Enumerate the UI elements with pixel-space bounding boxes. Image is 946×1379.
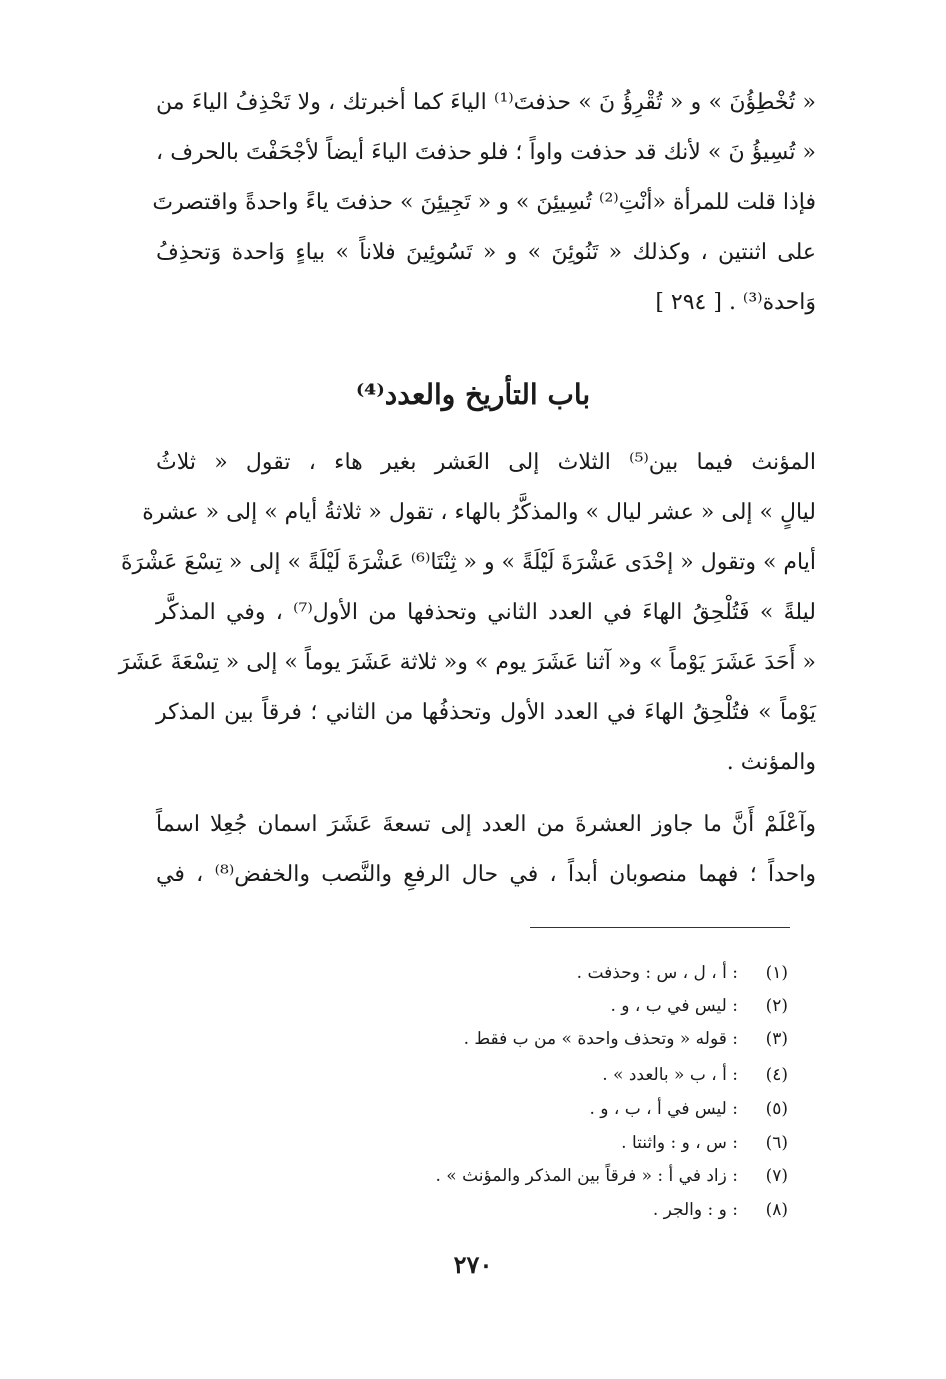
paragraph-1-line-1: « تُخْطِؤُنَ » و « تُقْرِؤُ نَ » حذفتَ⁽¹⁾ الياءَ كما أخبرتك ، ولا تَحْذِفُ الياءَ من [156,90,816,115]
footnote-3 [148,1028,788,1050]
footnote-text: : س ، و : واثنتا . [621,1133,738,1153]
footnote-text: : و : والجر . [652,1200,738,1220]
paragraph-1-line-4: على اثنتين ، وكذلك « تَنُوئِنَ » و « تَسُوئِينَ فلاناً » بياءٍ وَاحدة وَتحذِفُ [156,240,816,265]
footnote-text: : أ ، ب « بالعدد » . [602,1065,738,1085]
footnote-5 [148,1098,788,1120]
footnote-number: (٨) [765,1200,788,1220]
paragraph-1-line-2: « تُسِيؤُ نَ » لأنك قد حذفت واواً ؛ فلو حذفتَ الياءَ أيضاً لأجْحَفْتَ بالحرف ، [156,140,816,165]
footnote-text: : أ ، ل ، س : وحذفت . [576,963,738,983]
paragraph-2-line-1: المؤنث فيما بين⁽⁵⁾ الثلاث إلى العَشر بغير هاء ، تقول « ثلاثُ [156,450,816,475]
footnote-number: (٧) [765,1166,788,1186]
paragraph-2-line-6: يَوْماً » فتُلْحِقُ الهاءَ في العدد الأول وتحذفُها من الثاني ؛ فرقاً بين المذكر [156,700,816,725]
footnote-text: : قوله « وتحذف واحدة » من ب فقط . [463,1029,738,1049]
footnote-number: (١) [765,963,788,983]
paragraph-3-line-1: وآعْلَمْ أَنَّ ما جاوز العشرةَ من العدد إلى تسعةَ عَشَرَ اسمان جُعِلا اسماً [156,812,816,837]
footnote-number: (٢) [765,996,788,1016]
footnote-separator [530,927,790,928]
footnote-number: (٦) [765,1133,788,1153]
paragraph-2-line-7: والمؤنث . [726,750,816,775]
paragraph-2-line-5: « أَحَدَ عَشَرَ يَوْماً » و« آثنا عَشَرَ يوم » و« ثلاثة عَشَرَ يوماً » إلى « تِسْعَةَ عَشَرَ [118,650,816,675]
paragraph-1-line-3: فإذا قلت للمرأة «أنْتِ⁽²⁾ تُسِيئِنَ » و « تَجِيئِنَ » حذفتَ ياءً واحدةً واقتصرتَ [152,190,816,215]
footnote-text: : زاد في أ : « فرقاً بين المذكر والمؤنث » . [435,1166,738,1186]
paragraph-1-line-5: وَاحدة⁽³⁾ . [ ٢٩٤ ] [655,290,816,315]
footnote-1 [148,962,788,984]
footnote-7 [148,1165,788,1187]
paragraph-2-line-2: ليالٍ » إلى « عشر ليال » والمذكَّرُ بالهاء ، تقول « ثلاثةُ أيام » إلى « عشرة [142,500,816,525]
page-number: ٢٧٠ [453,1250,493,1279]
footnote-number: (٥) [765,1099,788,1119]
footnote-8 [148,1199,788,1221]
footnote-6 [148,1132,788,1154]
section-heading: باب التأريخ والعدد⁽⁴⁾ [355,378,591,411]
footnote-number: (٣) [765,1029,788,1049]
footnote-number: (٤) [765,1065,788,1085]
footnote-4 [148,1064,788,1086]
paragraph-3-line-2: واحداً ؛ فهما منصوبان أبداً ، في حال الرفعِ والنَّصب والخفض⁽⁸⁾ ، في [156,862,816,887]
footnote-2 [148,995,788,1017]
footnote-text: : ليس في أ ، ب ، و . [589,1099,738,1119]
paragraph-2-line-3: أيام » وتقول « إحْدَى عَشْرَةَ لَيْلَةً » و « ثِنْتَا⁽⁶⁾ عَشْرَةَ لَيْلَةً » إلى « تِسْعَ عَشْرَةَ [121,550,816,575]
paragraph-2-line-4: ليلةً » فَتُلْحِقُ الهاءَ في العدد الثاني وتحذفها من الأول⁽⁷⁾ ، وفي المذكَّر [156,600,816,625]
footnote-text: : ليس في ب ، و . [610,996,738,1016]
